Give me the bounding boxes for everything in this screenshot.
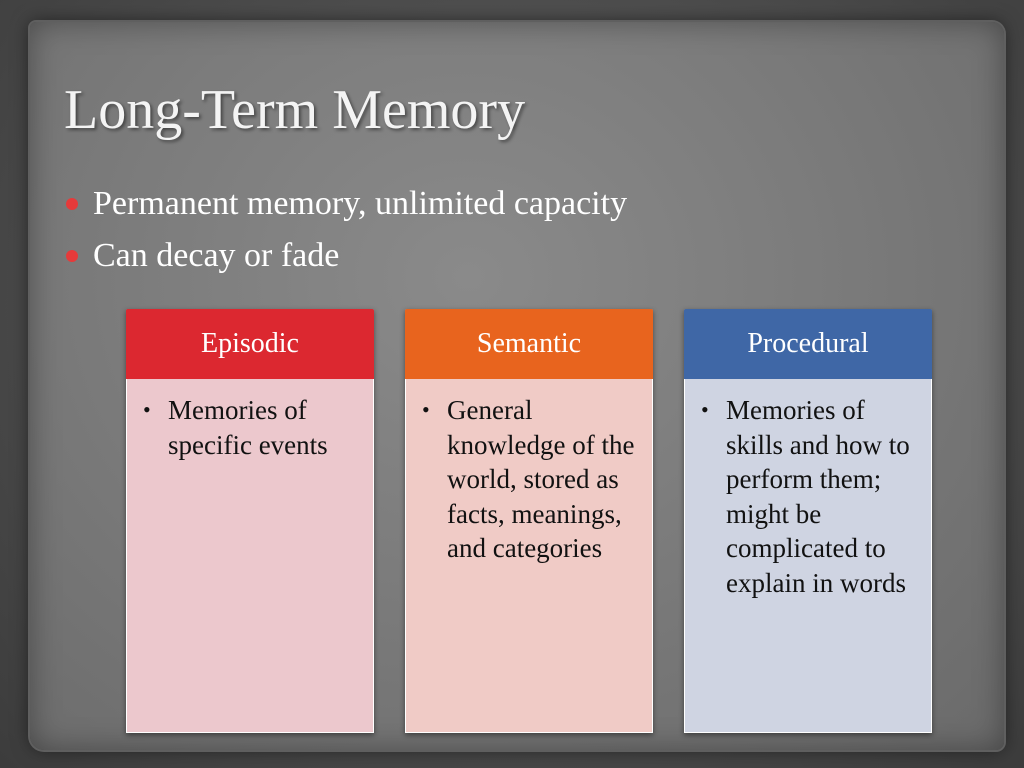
card-body — [126, 379, 374, 733]
card-episodic — [126, 309, 374, 733]
card-bullet-text: Memories of skills and how to perform them; might be complicated to explain in words — [726, 395, 910, 598]
card-bullet — [422, 393, 636, 566]
bullet-icon: • — [143, 397, 151, 422]
card-bullet — [701, 393, 915, 600]
card-semantic — [405, 309, 653, 733]
bullet-text: Permanent memory, unlimited capacity — [93, 185, 628, 222]
bullet-dot-icon — [66, 198, 78, 210]
bullet-text: Can decay or fade — [93, 237, 340, 274]
bullet-icon: • — [701, 397, 709, 422]
bullet-icon: • — [422, 397, 430, 422]
card-bullet-text: Memories of specific events — [168, 395, 328, 460]
card-bullet — [143, 393, 357, 462]
bullet-item — [64, 230, 627, 282]
card-procedural — [684, 309, 932, 733]
card-heading: Episodic — [126, 309, 374, 379]
card-body — [405, 379, 653, 733]
slide-title: Long-Term Memory — [64, 79, 526, 141]
card-heading: Semantic — [405, 309, 653, 379]
bullet-item — [64, 178, 627, 230]
bullet-list — [64, 178, 627, 282]
card-bullet-text: General knowledge of the world, stored as facts, meanings, and categories — [447, 395, 635, 563]
card-body — [684, 379, 932, 733]
bullet-dot-icon — [66, 250, 78, 262]
card-heading: Procedural — [684, 309, 932, 379]
